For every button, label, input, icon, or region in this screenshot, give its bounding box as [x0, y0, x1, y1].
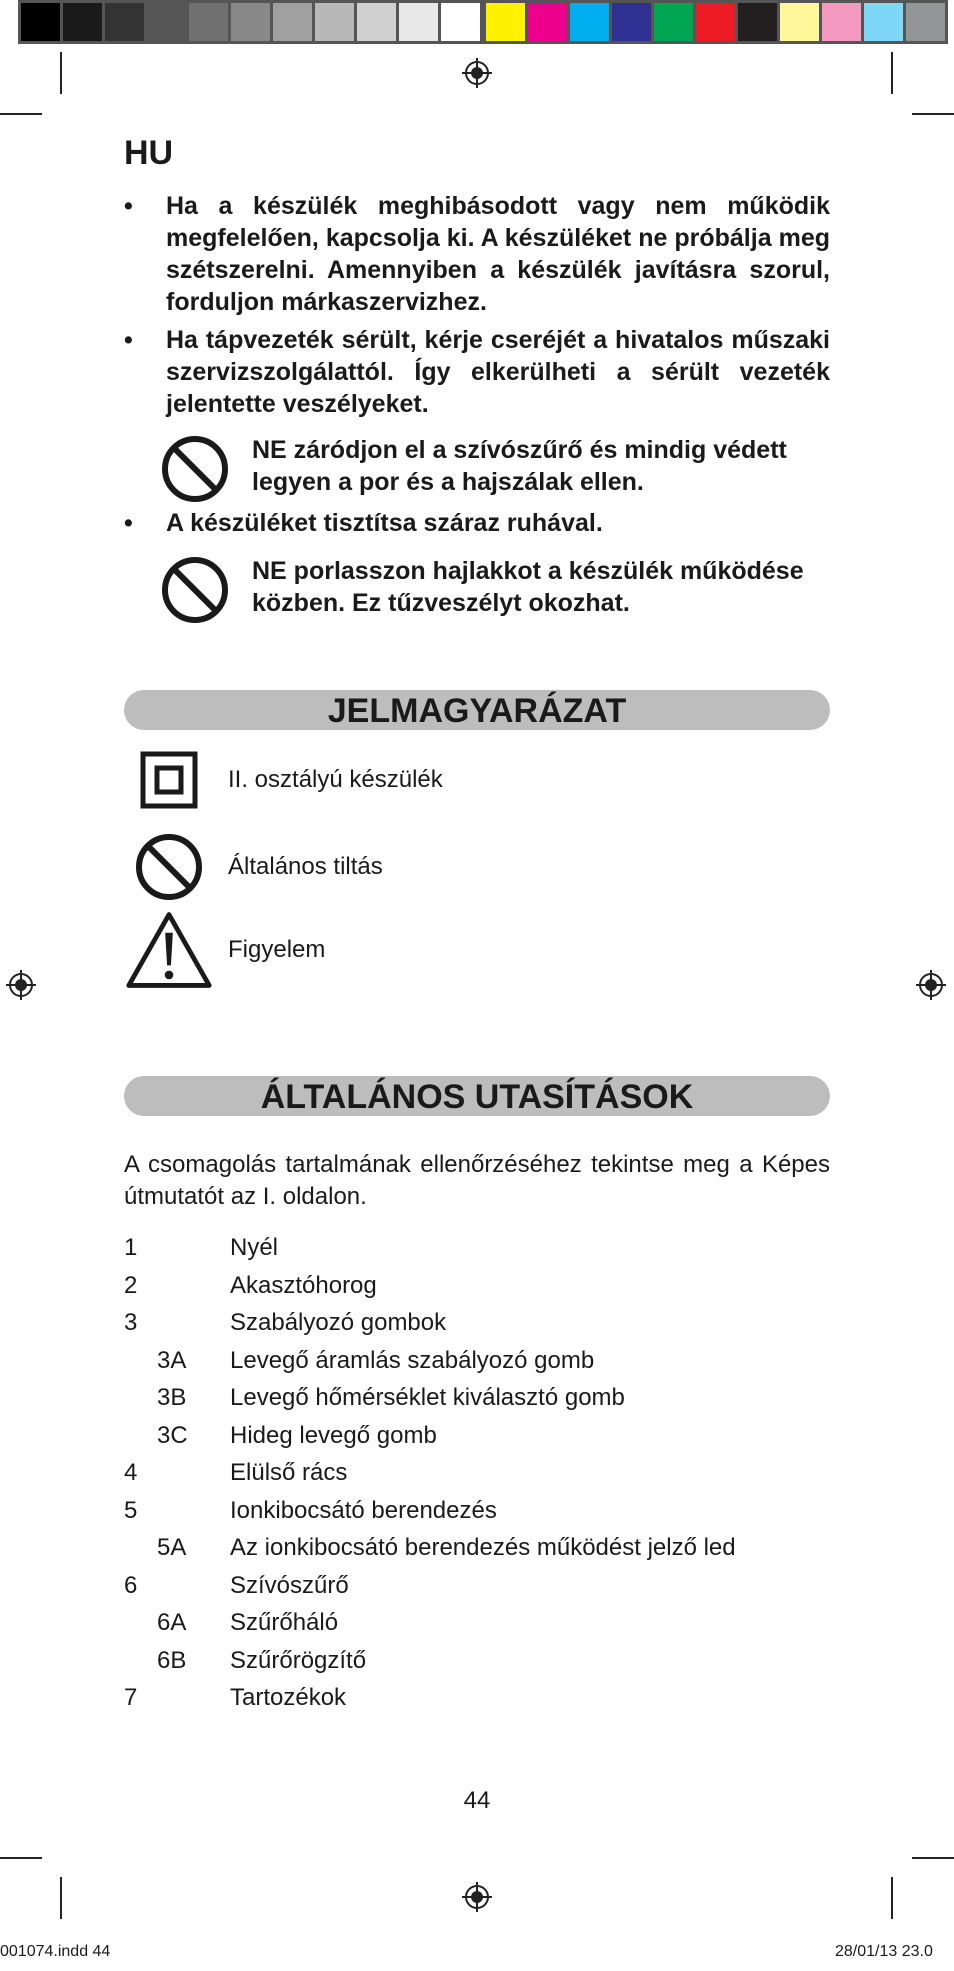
crop-mark	[891, 52, 893, 94]
color-swatch	[654, 0, 696, 44]
part-number: 3	[124, 1309, 138, 1336]
crop-mark	[60, 1877, 62, 1919]
legend-item	[124, 832, 383, 902]
warning-note	[160, 555, 830, 625]
color-swatch	[231, 0, 273, 44]
registration-mark-icon	[916, 970, 946, 1000]
file-slug: 001074.indd 44	[0, 1943, 111, 1960]
crop-mark	[0, 113, 42, 115]
legend-label: II. osztályú készülék	[228, 766, 443, 793]
part-number: 6	[124, 1571, 138, 1599]
part-name: Tartozékok	[230, 1684, 347, 1711]
legend-label: Általános tiltás	[228, 853, 383, 880]
part-name: Ionkibocsátó berendezés	[230, 1496, 497, 1524]
crop-mark	[912, 1857, 954, 1859]
color-swatch	[906, 0, 948, 44]
bullet-text: Ha tápvezeték sérült, kérje cseréjét a hivatalos műszaki szervizszolgálattól. Így elkerülheti a sérült vezeték jelentette veszélyeket.	[166, 326, 830, 418]
warning-text: NE záródjon el a szívószűrő és mindig védett legyen a por és a hajszálak ellen.	[252, 436, 787, 496]
legend-heading: JELMAGYARÁZAT	[124, 690, 830, 730]
color-swatch	[528, 0, 570, 44]
part-number: 4	[124, 1459, 138, 1486]
part-number: 6A	[157, 1609, 187, 1636]
part-number: 3C	[157, 1421, 188, 1449]
color-swatch	[18, 0, 63, 44]
color-swatch	[780, 0, 822, 44]
color-swatch	[315, 0, 357, 44]
part-number: 2	[124, 1271, 138, 1299]
page-number: 44	[463, 1787, 491, 1814]
color-swatch	[147, 0, 189, 44]
bullet-item	[124, 324, 830, 420]
intro-paragraph: A csomagolás tartalmának ellenőrzéséhez tekintse meg a Képes útmutatót az I. oldalon.	[124, 1151, 830, 1210]
legend-label: Figyelem	[228, 936, 326, 963]
date-slug: 28/01/13 23.0	[835, 1943, 933, 1960]
part-name: Szabályozó gombok	[230, 1309, 447, 1336]
prohibition-icon	[160, 434, 230, 504]
registration-mark-icon	[462, 58, 492, 88]
part-name: Levegő áramlás szabályozó gomb	[230, 1346, 595, 1374]
part-number: 5A	[157, 1534, 187, 1561]
part-number: 3A	[157, 1346, 187, 1374]
part-name: Hideg levegő gomb	[230, 1421, 437, 1449]
part-name: Akasztóhorog	[230, 1271, 377, 1299]
part-name: Elülső rács	[230, 1459, 348, 1486]
bullet-item	[124, 190, 830, 318]
part-name: Levegő hőmérséklet kiválasztó gomb	[230, 1384, 625, 1411]
bullet-text: Ha a készülék meghibásodott vagy nem működik megfelelően, kapcsolja ki. A készüléket ne próbálja meg szétszerelni. Amennyiben a készülék javításra szorul, forduljon márkaszervizhez.	[166, 192, 830, 316]
color-swatch	[189, 0, 231, 44]
color-swatch	[612, 0, 654, 44]
crop-mark	[0, 1857, 42, 1859]
color-swatch	[696, 0, 738, 44]
color-swatch	[738, 0, 780, 44]
language-heading: HU	[124, 134, 174, 172]
color-swatch	[357, 0, 399, 44]
color-calibration-bar	[483, 0, 948, 44]
part-number: 5	[124, 1496, 138, 1524]
prohibition-icon	[160, 555, 230, 625]
color-swatch	[441, 0, 483, 44]
part-name: Szívószűrő	[230, 1571, 349, 1599]
class-ii-icon	[124, 750, 214, 810]
part-number: 7	[124, 1684, 138, 1711]
color-swatch	[63, 0, 105, 44]
bullet-dot: •	[124, 192, 133, 220]
registration-mark-icon	[6, 970, 36, 1000]
warning-triangle-icon	[124, 908, 214, 992]
color-swatch	[105, 0, 147, 44]
part-name: Szűrőrögzítő	[230, 1646, 367, 1674]
part-number: 6B	[157, 1646, 187, 1674]
color-swatch	[273, 0, 315, 44]
color-swatch	[570, 0, 612, 44]
registration-mark-icon	[462, 1882, 492, 1912]
bullet-text: A készüléket tisztítsa száraz ruhával.	[166, 509, 603, 537]
bullet-item	[124, 507, 830, 539]
legend-item	[124, 750, 443, 810]
crop-mark	[60, 52, 62, 94]
warning-text: NE porlasszon hajlakkot a készülék működése közben. Ez tűzveszélyt okozhat.	[252, 557, 804, 617]
bullet-dot: •	[124, 509, 133, 537]
warning-note	[160, 434, 830, 504]
part-name: Az ionkibocsátó berendezés működést jelző led	[230, 1534, 736, 1561]
part-number: 3B	[157, 1384, 187, 1411]
gray-calibration-bar	[18, 0, 483, 44]
part-name: Szűrőháló	[230, 1609, 339, 1636]
color-swatch	[822, 0, 864, 44]
prohibition-icon	[124, 832, 214, 902]
part-name: Nyél	[230, 1234, 279, 1261]
crop-mark	[912, 113, 954, 115]
color-swatch	[399, 0, 441, 44]
legend-item	[124, 908, 325, 992]
part-number: 1	[124, 1234, 138, 1261]
color-swatch	[864, 0, 906, 44]
color-swatch	[483, 0, 528, 44]
crop-mark	[891, 1877, 893, 1919]
general-instructions-heading: ÁLTALÁNOS UTASÍTÁSOK	[124, 1076, 830, 1116]
bullet-dot: •	[124, 326, 133, 354]
